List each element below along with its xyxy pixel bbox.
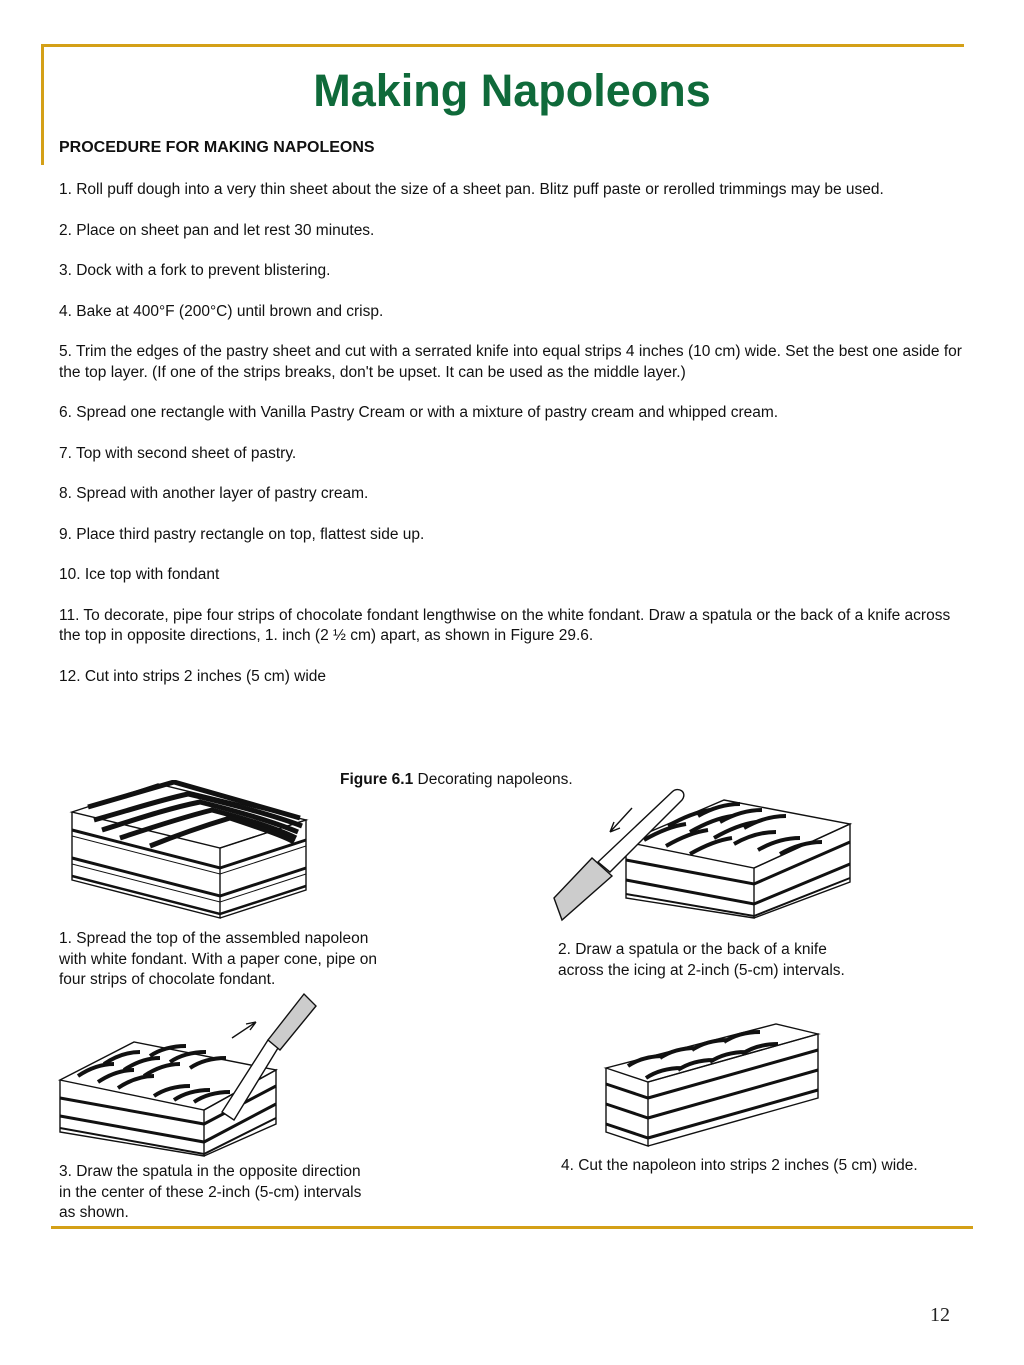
- figure-label: Figure 6.1: [340, 771, 414, 788]
- step-9: 9. Place third pastry rectangle on top, flattest side up.: [59, 525, 425, 543]
- illustration-2-caption: 2. Draw a spatula or the back of a knife across the icing at 2-inch (5-cm) intervals.: [558, 941, 845, 979]
- step-1: 1. Roll puff dough into a very thin sheet about the size of a sheet pan. Blitz puff paste or rerolled trimmings may be used.: [59, 181, 884, 198]
- step-4: 4. Bake at 400°F (200°C) until brown and crisp.: [59, 302, 384, 320]
- step-7: 7. Top with second sheet of pastry.: [59, 444, 297, 462]
- step-3: 3. Dock with a fork to prevent blistering.: [59, 262, 331, 279]
- figure-caption: [340, 770, 573, 790]
- step-6: 6. Spread one rectangle with Vanilla Pastry Cream or with a mixture of pastry cream and whipped cream.: [59, 404, 779, 421]
- illustration-4-cut-strips: [600, 1010, 824, 1152]
- step-10: 10. Ice top with fondant: [59, 566, 220, 583]
- page-number: 12: [930, 1304, 950, 1326]
- procedure-steps: [59, 180, 964, 707]
- top-rule: [41, 44, 964, 47]
- step-8: 8. Spread with another layer of pastry cream.: [59, 485, 369, 502]
- step-5: 5. Trim the edges of the pastry sheet and cut with a serrated knife into equal strips 4 inches (10 cm) wide. Set the best one aside for the top layer. (If one of the strips breaks, don't be upset. It can be used as the middle layer.): [59, 343, 962, 381]
- page-title: Making Napoleons: [313, 65, 711, 116]
- illustration-3-caption: 3. Draw the spatula in the opposite direction in the center of these 2-inch (5-cm) intervals as shown.: [59, 1163, 362, 1221]
- step-11: 11. To decorate, pipe four strips of chocolate fondant lengthwise on the white fondant. Draw a spatula or the back of a knife across the top in opposite directions, 1. inch (2 ½ cm) apart, as shown in Figure 29.6.: [59, 606, 951, 644]
- bottom-rule: [51, 1226, 973, 1229]
- illustration-4-caption: 4. Cut the napoleon into strips 2 inches (5 cm) wide.: [561, 1157, 918, 1174]
- illustration-1-piped-stripes: [60, 780, 320, 925]
- illustration-1-caption: 1. Spread the top of the assembled napoleon with white fondant. With a paper cone, pipe on four strips of chocolate fondant.: [59, 930, 377, 988]
- section-heading: PROCEDURE FOR MAKING NAPOLEONS: [59, 139, 375, 156]
- step-12: 12. Cut into strips 2 inches (5 cm) wide: [59, 667, 327, 685]
- step-2: 2. Place on sheet pan and let rest 30 minutes.: [59, 221, 375, 239]
- illustration-3-spatula-opposite: [54, 992, 320, 1160]
- figure-caption-text: Decorating napoleons.: [417, 771, 573, 788]
- illustration-2-spatula-drag: [548, 786, 860, 922]
